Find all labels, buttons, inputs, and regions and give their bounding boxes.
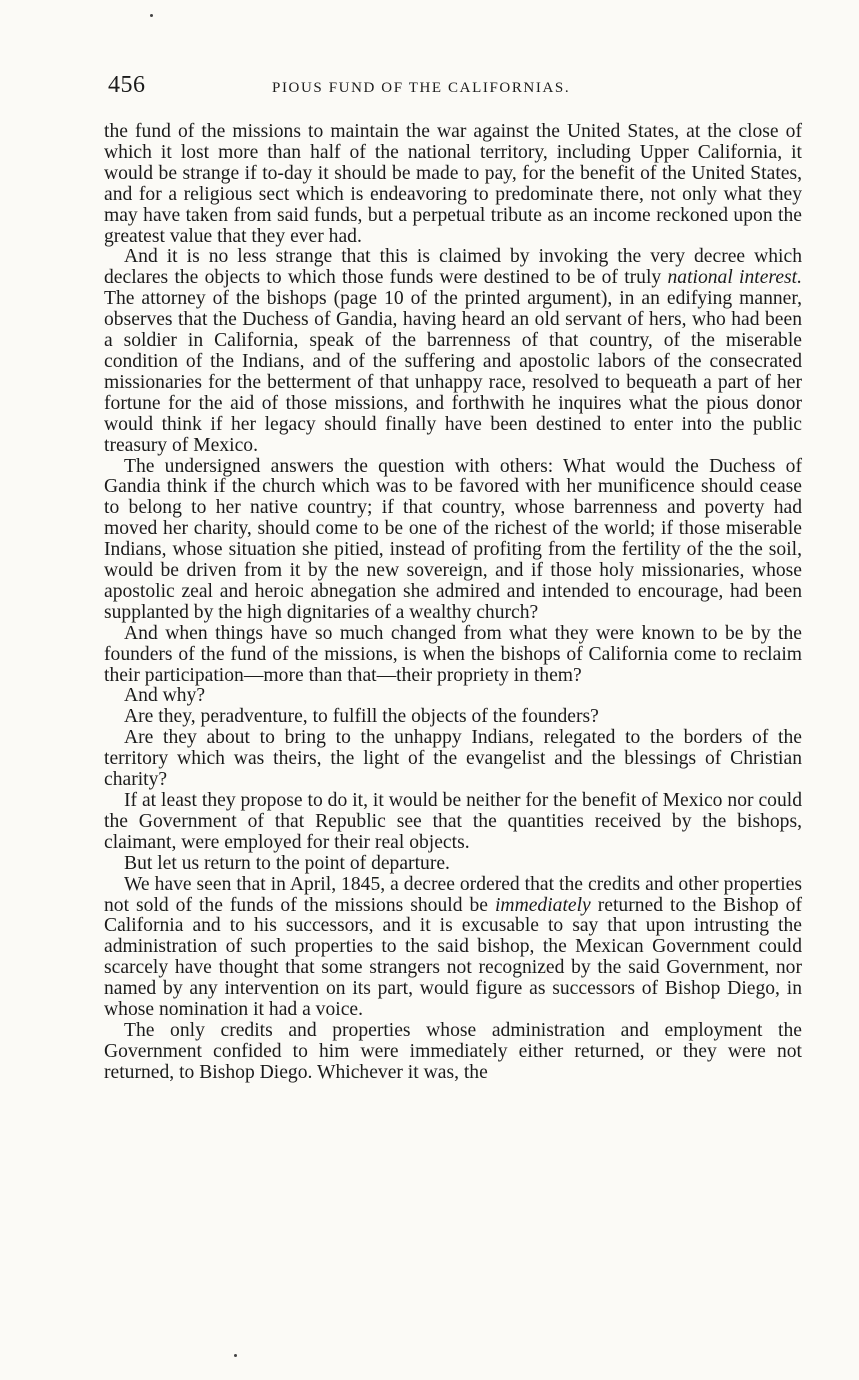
print-speck: [150, 14, 153, 17]
text-run: returned to the Bishop of California and to his successors, and it is excusable to say that upon intrusting the administration of such properties to the said bishop, the Mexican Government could scarcely have thought that some strangers not recognized by the said Government, nor named by any intervention on its part, would figure as successors of Bishop Diego, in whose nomination it had a voice.: [104, 894, 802, 1021]
paragraph: [104, 457, 802, 624]
paragraph: [104, 728, 802, 791]
body-text: [104, 122, 802, 1084]
text-run: We have seen that in April, 1845, a decree ordered that the credits and other properties not sold of the funds of the missions should be: [104, 873, 802, 916]
document-page: [104, 72, 802, 1084]
running-title: PIOUS FUND OF THE CALIFORNIAS.: [272, 80, 571, 96]
text-run: The attorney of the bishops (page 10 of the printed argument), in an edifying manner, observes that the Duchess of Gandia, having heard an old servant of hers, who had been a soldier in California, speak of the barrenness of that country, of the miserable condition of the Indians, and of the suffering and apostolic labors of the consecrated missionaries for the betterment of that unhappy race, resolved to bequeath a part of her fortune for the aid of those missions, and forthwith he inquires what the pious donor would think if her legacy should finally have been destined to enter into the public treasury of Mexico.: [104, 288, 802, 456]
text-run: And it is no less strange that this is claimed by invoking the very decree which declares the objects to which those funds were destined to be of truly: [104, 246, 802, 289]
italic-text-run: immediately: [494, 894, 591, 916]
paragraph: [104, 686, 802, 707]
text-run: The only credits and properties whose administration and employment the Government confided to him were immediately either returned, or they were not returned, to Bishop Diego. Whichever it was, the: [104, 1019, 802, 1083]
text-run: The undersigned answers the question with others: What would the Duchess of Gandia think if the church which was to be favored with her munificence should cease to belong to her native country; if that country, whose barrenness and poverty had moved her charity, should come to be one of the richest of the world; if those miserable Indians, whose situation she pitied, instead of profiting from the fertility of the the soil, would be driven from it by the new sovereign, and if those holy missionaries, whose apostolic zeal and heroic abnegation she admired and intended to encourage, had been supplanted by the high dignitaries of a wealthy church?: [104, 455, 802, 623]
text-run: Are they, peradventure, to fulfill the objects of the founders?: [124, 706, 599, 728]
text-run: And when things have so much changed from what they were known to be by the founders of the fund of the missions, is when the bishops of California come to reclaim their participation—more than that—their propriety in them?: [104, 622, 802, 686]
paragraph: [104, 247, 802, 456]
italic-text-run: national interest.: [667, 267, 802, 289]
paragraph: [104, 624, 802, 687]
text-run: Are they about to bring to the unhappy Indians, relegated to the borders of the territory which was theirs, the light of the evangelist and the blessings of Christian charity?: [104, 727, 802, 791]
paragraph: [104, 791, 802, 854]
paragraph: [104, 1021, 802, 1084]
text-run: And why?: [124, 685, 206, 707]
text-run: the fund of the missions to maintain the war against the United States, at the close of which it lost more than half of the national territory, including Upper California, it would be strange if to-day it should be made to pay, for the benefit of the United States, and for a religious sect which is endeavoring to predominate there, not only what they may have taken from said funds, but a perpetual tribute as an income reckoned upon the greatest value that they ever had.: [104, 121, 802, 247]
text-run: If at least they propose to do it, it would be neither for the benefit of Mexico nor could the Government of that Republic see that the quantities received by the bishops, claimant, were employed for their real objects.: [104, 790, 802, 853]
paragraph: [104, 707, 802, 728]
paragraph: [104, 854, 802, 875]
paragraph: [104, 122, 802, 247]
running-header: [104, 72, 802, 108]
text-run: But let us return to the point of departure.: [124, 852, 450, 874]
print-speck: [234, 1354, 237, 1357]
page-number: 456: [108, 72, 146, 98]
paragraph: [104, 875, 802, 1021]
